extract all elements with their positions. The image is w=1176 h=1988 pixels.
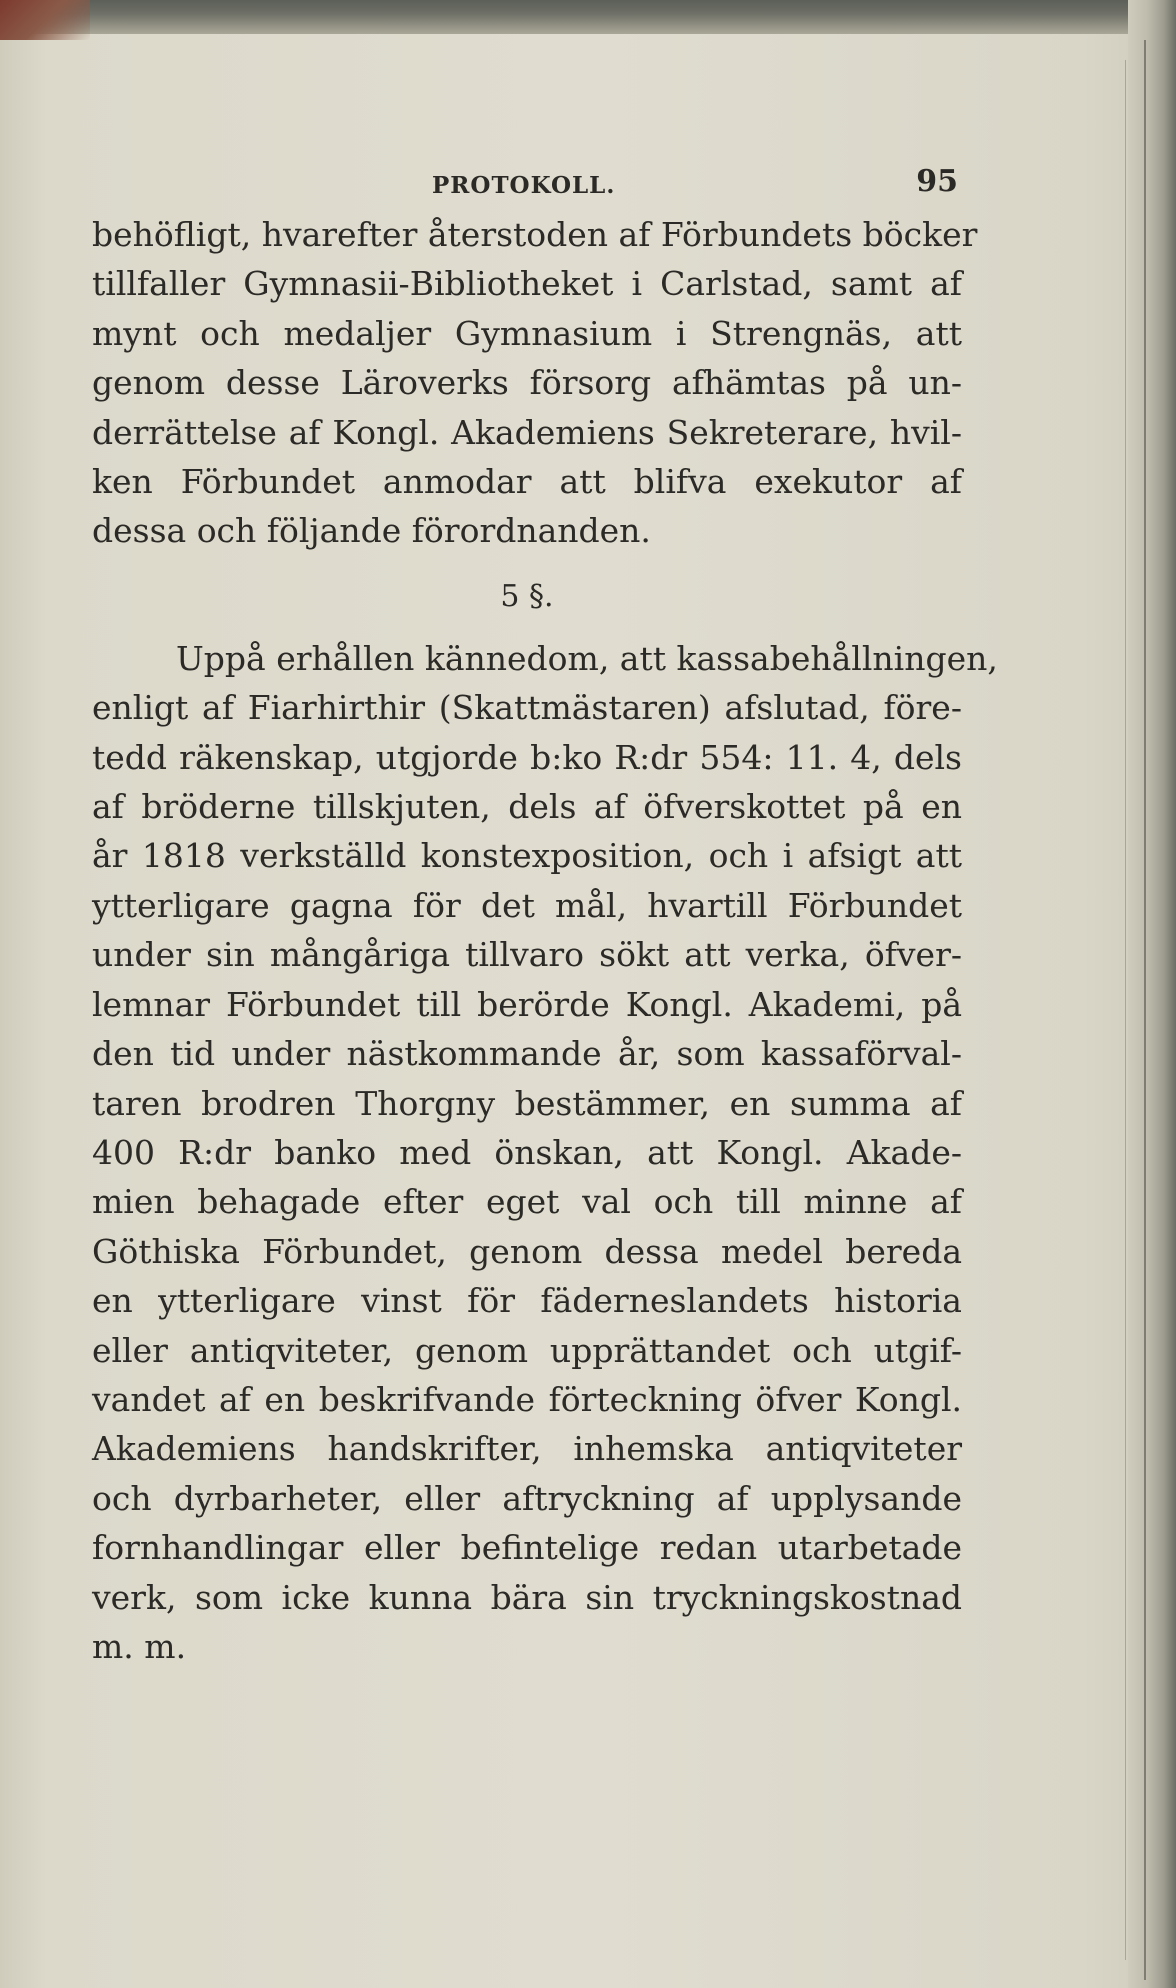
page-number: 95 xyxy=(916,164,958,199)
paragraph-1 xyxy=(92,210,978,556)
text-line: af bröderne tillskjuten, dels af öfverskottet på en xyxy=(92,787,962,827)
text-line: och dyrbarheter, eller aftryckning af upplysande xyxy=(92,1478,962,1518)
running-head xyxy=(92,150,962,210)
text-line: Göthiska Förbundet, genom dessa medel bereda xyxy=(92,1231,962,1271)
running-head-title: PROTOKOLL. xyxy=(432,172,616,199)
text-line: mien behagade efter eget val och till minne af xyxy=(92,1182,962,1222)
text-line: mynt och medaljer Gymnasium i Strengnäs, att xyxy=(92,313,962,353)
text-line: fornhandlingar eller befintelige redan utarbetade xyxy=(92,1528,962,1568)
text-line: Uppå erhållen kännedom, att kassabehållningen, xyxy=(176,638,998,678)
text-line: år 1818 verkställd konstexposition, och i afsigt att xyxy=(92,836,962,876)
text-line: eller antiqviteter, genom upprättandet och utgif- xyxy=(92,1330,962,1370)
page-content xyxy=(92,150,998,1671)
text-line: genom desse Läroverks försorg afhämtas på un- xyxy=(92,363,962,403)
text-line: en ytterligare vinst för fäderneslandets historia xyxy=(92,1281,962,1321)
text-line: ytterligare gagna för det mål, hvartill Förbundet xyxy=(92,885,962,925)
page-top-edge xyxy=(0,0,1176,34)
text-line: verk, som icke kunna bära sin tryckningskostnad xyxy=(92,1577,962,1617)
text-line: lemnar Förbundet till berörde Kongl. Akademi, på xyxy=(92,984,962,1024)
text-line: tillfaller Gymnasii-Bibliotheket i Carlstad, samt af xyxy=(92,264,962,304)
paragraph-2 xyxy=(92,634,998,1672)
text-line: enligt af Fiarhirthir (Skattmästaren) afslutad, före- xyxy=(92,688,962,728)
spine-line-inner xyxy=(1125,60,1126,1960)
text-line: under sin mångåriga tillvaro sökt att verka, öfver- xyxy=(92,935,962,975)
spine-line xyxy=(1144,40,1146,1980)
text-line: derrättelse af Kongl. Akademiens Sekreterare, hvil- xyxy=(92,412,962,452)
book-spine-edge xyxy=(1128,0,1176,1988)
text-line: Akademiens handskrifter, inhemska antiqviteter xyxy=(92,1429,962,1469)
text-line: behöfligt, hvarefter återstoden af Förbundets böcker xyxy=(92,215,978,254)
text-line: ken Förbundet anmodar att blifva exekutor af xyxy=(92,462,962,502)
text-line: 400 R:dr banko med önskan, att Kongl. Akade- xyxy=(92,1132,962,1172)
binding-corner xyxy=(0,0,90,40)
text-line: dessa och följande förordnanden. xyxy=(92,511,651,551)
text-line: vandet af en beskrifvande förteckning öfver Kongl. xyxy=(92,1379,962,1419)
section-heading: 5 §. xyxy=(500,578,554,614)
text-line: tedd räkenskap, utgjorde b:ko R:dr 554: 11. 4, dels xyxy=(92,737,962,777)
text-line: m. m. xyxy=(92,1626,187,1666)
text-line: den tid under nästkommande år, som kassaförval- xyxy=(92,1034,962,1074)
text-line: taren brodren Thorgny bestämmer, en summa af xyxy=(92,1083,962,1123)
